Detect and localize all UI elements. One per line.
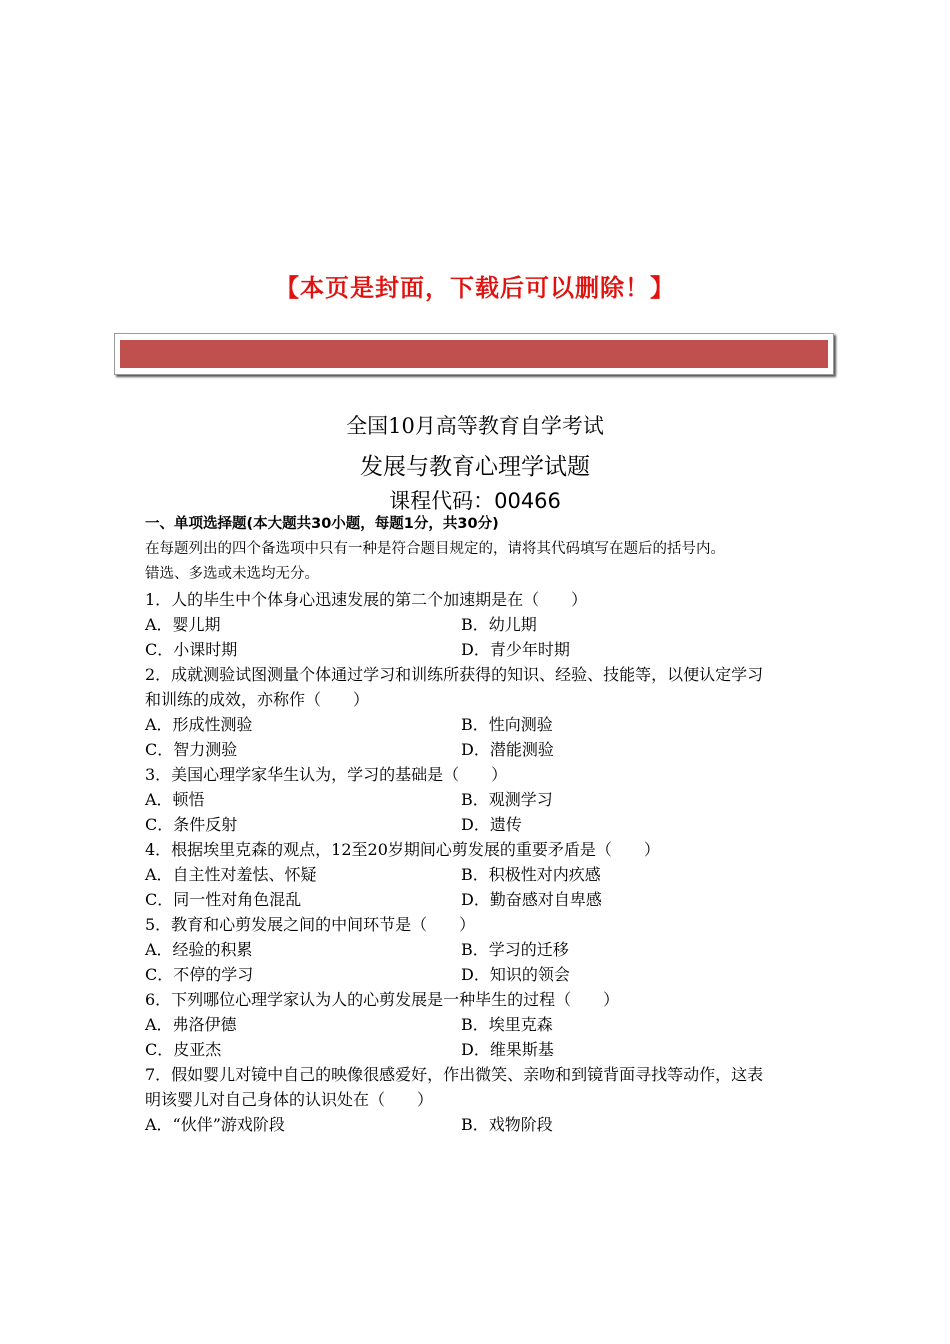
question-item: [145, 762, 825, 837]
options-row: [145, 862, 825, 887]
answer-option: A．形成性测验: [145, 715, 253, 734]
answer-option: A．自主性对羞怯、怀疑: [145, 865, 317, 884]
question-stem: 和训练的成效，亦称作（ ）: [145, 690, 370, 709]
section-instruction: 在每题列出的四个备选项中只有一种是符合题目规定的，请将其代码填写在题后的括号内。: [145, 541, 725, 557]
answer-option: A．“伙伴”游戏阶段: [145, 1115, 285, 1134]
answer-option: D．知识的领会: [461, 965, 570, 984]
answer-option: B．观测学习: [461, 790, 553, 809]
answer-option: C．小课时期: [145, 640, 238, 659]
question-stem: 1．人的毕生中个体身心迅速发展的第二个加速期是在（ ）: [145, 590, 588, 609]
answer-option: A．经验的积累: [145, 940, 253, 959]
answer-option: B．性向测验: [461, 715, 553, 734]
exam-title: 全国10月高等教育自学考试: [346, 414, 604, 438]
question-stem: 3．美国心理学家华生认为，学习的基础是（ ）: [145, 765, 508, 784]
answer-option: C．不停的学习: [145, 965, 254, 984]
decorative-band: [114, 333, 834, 375]
options-row: [145, 737, 825, 762]
question-item: [145, 987, 825, 1062]
options-row: [145, 1037, 825, 1062]
answer-option: D．青少年时期: [461, 640, 570, 659]
question-stem: 明该婴儿对自己身体的认识处在（ ）: [145, 1090, 434, 1109]
question-item: [145, 837, 825, 912]
answer-option: A．顿悟: [145, 790, 205, 809]
answer-option: C．智力测验: [145, 740, 238, 759]
question-stem: 5．教育和心剪发展之间的中间环节是（ ）: [145, 915, 476, 934]
answer-option: D．遗传: [461, 815, 522, 834]
options-row: [145, 1012, 825, 1037]
answer-option: B．积极性对内疚感: [461, 865, 601, 884]
options-row: [145, 712, 825, 737]
options-row: [145, 1112, 825, 1137]
question-stem: 4．根据埃里克森的观点，12至20岁期间心剪发展的重要矛盾是（ ）: [145, 840, 660, 859]
question-item: [145, 587, 825, 662]
question-stem: 6．下列哪位心理学家认为人的心剪发展是一种毕生的过程（ ）: [145, 990, 620, 1009]
options-row: [145, 787, 825, 812]
decorative-band-fill: [120, 340, 828, 368]
section-heading: 一、单项选择题(本大题共30小题，每题1分，共30分): [145, 516, 499, 532]
cover-note: 【本页是封面，下载后可以删除！】: [275, 274, 675, 302]
answer-option: B．幼儿期: [461, 615, 537, 634]
answer-option: B．埃里克森: [461, 1015, 553, 1034]
answer-option: C．条件反射: [145, 815, 238, 834]
answer-option: D．潜能测验: [461, 740, 554, 759]
question-item: [145, 662, 825, 762]
options-row: [145, 612, 825, 637]
question-stem: 2．成就测验试图测量个体通过学习和训练所获得的知识、经验、技能等，以便认定学习: [145, 665, 764, 684]
answer-option: B．戏物阶段: [461, 1115, 553, 1134]
answer-option: A．弗洛伊德: [145, 1015, 237, 1034]
question-item: [145, 1062, 825, 1137]
answer-option: D．勤奋感对自卑感: [461, 890, 602, 909]
answer-option: B．学习的迁移: [461, 940, 569, 959]
question-stem: 7．假如婴儿对镜中自己的映像很感爱好，作出微笑、亲吻和到镜背面寻找等动作，这表: [145, 1065, 764, 1084]
question-list: [145, 587, 825, 1137]
answer-option: C．皮亚杰: [145, 1040, 222, 1059]
section-instruction: 错选、多选或未选均无分。: [145, 566, 319, 582]
options-row: [145, 812, 825, 837]
options-row: [145, 637, 825, 662]
question-item: [145, 912, 825, 987]
answer-option: C．同一性对角色混乱: [145, 890, 302, 909]
options-row: [145, 887, 825, 912]
options-row: [145, 962, 825, 987]
course-code: 课程代码：00466: [389, 489, 561, 513]
answer-option: A．婴儿期: [145, 615, 221, 634]
subject-title: 发展与教育心理学试题: [360, 454, 590, 480]
answer-option: D．维果斯基: [461, 1040, 554, 1059]
options-row: [145, 937, 825, 962]
question-section: [145, 512, 825, 1137]
